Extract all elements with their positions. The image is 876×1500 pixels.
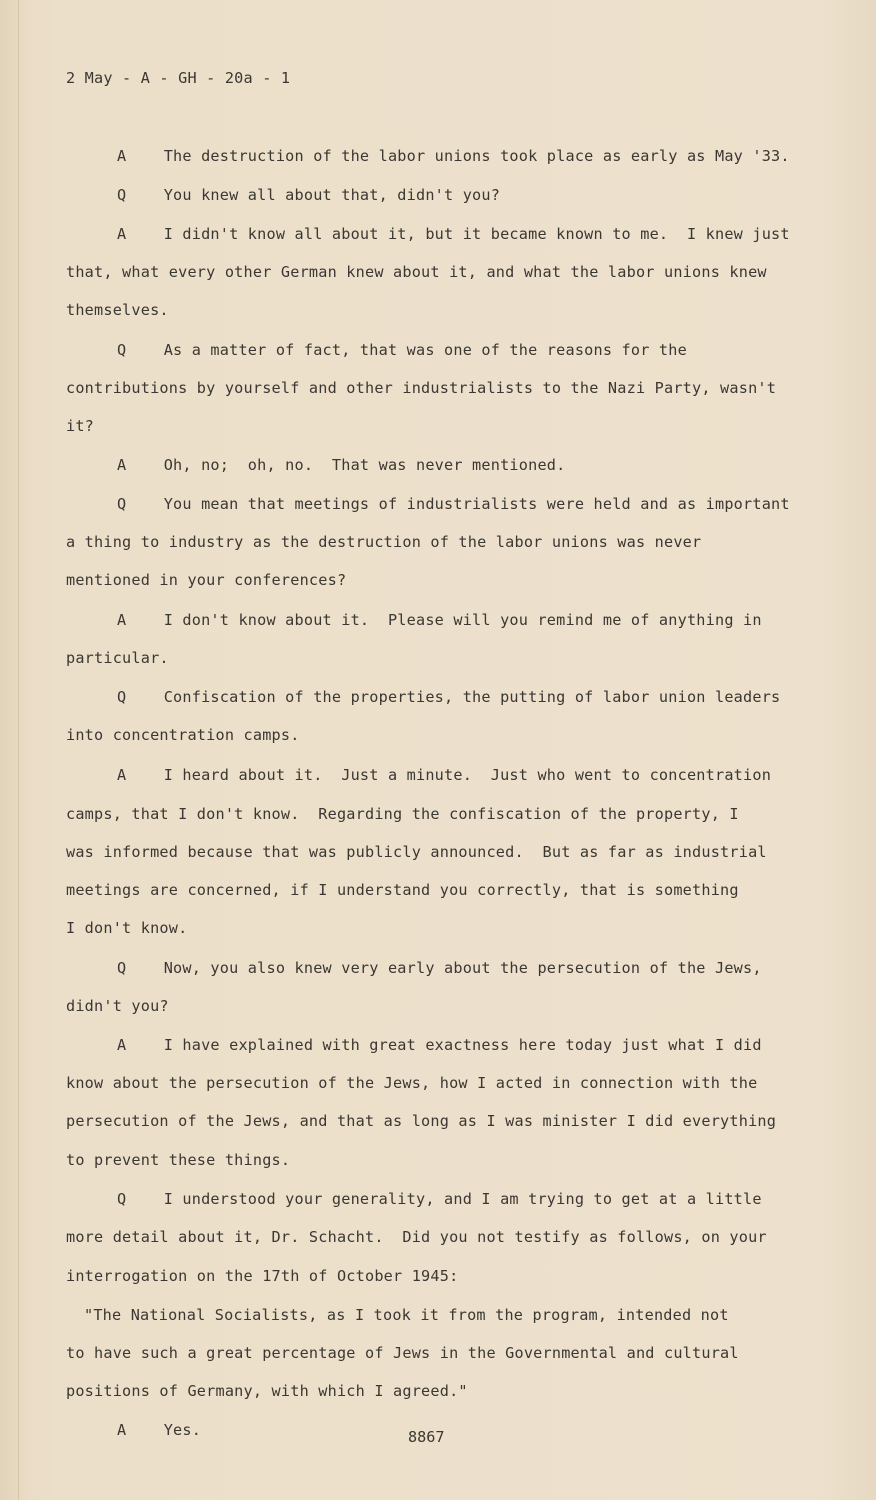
page-left-edge <box>0 0 19 1500</box>
transcript-line: more detail about it, Dr. Schacht. Did you not testify as follows, on your <box>66 1228 767 1246</box>
transcript-line: Q Now, you also knew very early about the persecution of the Jews, <box>117 959 762 977</box>
transcript-line: didn't you? <box>66 997 169 1015</box>
quoted-testimony-line: positions of Germany, with which I agreed." <box>66 1382 468 1400</box>
transcript-line: A I didn't know all about it, but it became known to me. I knew just <box>117 225 790 243</box>
transcript-line: Q I understood your generality, and I am trying to get at a little <box>117 1190 762 1208</box>
transcript-line: A I don't know about it. Please will you remind me of anything in <box>117 611 762 629</box>
transcript-line: was informed because that was publicly announced. But as far as industrial <box>66 843 767 861</box>
transcript-line: meetings are concerned, if I understand you correctly, that is something <box>66 881 739 899</box>
quoted-testimony-line: "The National Socialists, as I took it from the program, intended not <box>84 1306 729 1324</box>
page-number: 8867 <box>408 1428 445 1446</box>
transcript-line: know about the persecution of the Jews, how I acted in connection with the <box>66 1074 758 1092</box>
transcript-line: A Oh, no; oh, no. That was never mentioned. <box>117 456 566 474</box>
transcript-line: Q You knew all about that, didn't you? <box>117 186 501 204</box>
transcript-line: particular. <box>66 649 169 667</box>
quoted-testimony-line: to have such a great percentage of Jews in the Governmental and cultural <box>66 1344 739 1362</box>
transcript-line: into concentration camps. <box>66 726 300 744</box>
transcript-line: themselves. <box>66 301 169 319</box>
page-header: 2 May - A - GH - 20a - 1 <box>66 69 291 87</box>
transcript-line: A Yes. <box>117 1421 202 1439</box>
transcript-line: camps, that I don't know. Regarding the confiscation of the property, I <box>66 805 739 823</box>
transcript-line: that, what every other German knew about it, and what the labor unions knew <box>66 263 767 281</box>
transcript-line: it? <box>66 417 95 435</box>
transcript-line: contributions by yourself and other industrialists to the Nazi Party, wasn't <box>66 379 777 397</box>
transcript-line: A I heard about it. Just a minute. Just who went to concentration <box>117 766 772 784</box>
transcript-line: to prevent these things. <box>66 1151 291 1169</box>
transcript-line: mentioned in your conferences? <box>66 571 347 589</box>
transcript-line: persecution of the Jews, and that as long as I was minister I did everything <box>66 1112 777 1130</box>
transcript-line: Q Confiscation of the properties, the putting of labor union leaders <box>117 688 781 706</box>
transcript-line: Q As a matter of fact, that was one of the reasons for the <box>117 341 687 359</box>
transcript-line: Q You mean that meetings of industrialists were held and as important <box>117 495 790 513</box>
transcript-line: a thing to industry as the destruction of the labor unions was never <box>66 533 702 551</box>
transcript-line: interrogation on the 17th of October 1945: <box>66 1267 459 1285</box>
transcript-line: I don't know. <box>66 919 188 937</box>
transcript-line: A I have explained with great exactness here today just what I did <box>117 1036 762 1054</box>
transcript-line: A The destruction of the labor unions took place as early as May '33. <box>117 147 790 165</box>
